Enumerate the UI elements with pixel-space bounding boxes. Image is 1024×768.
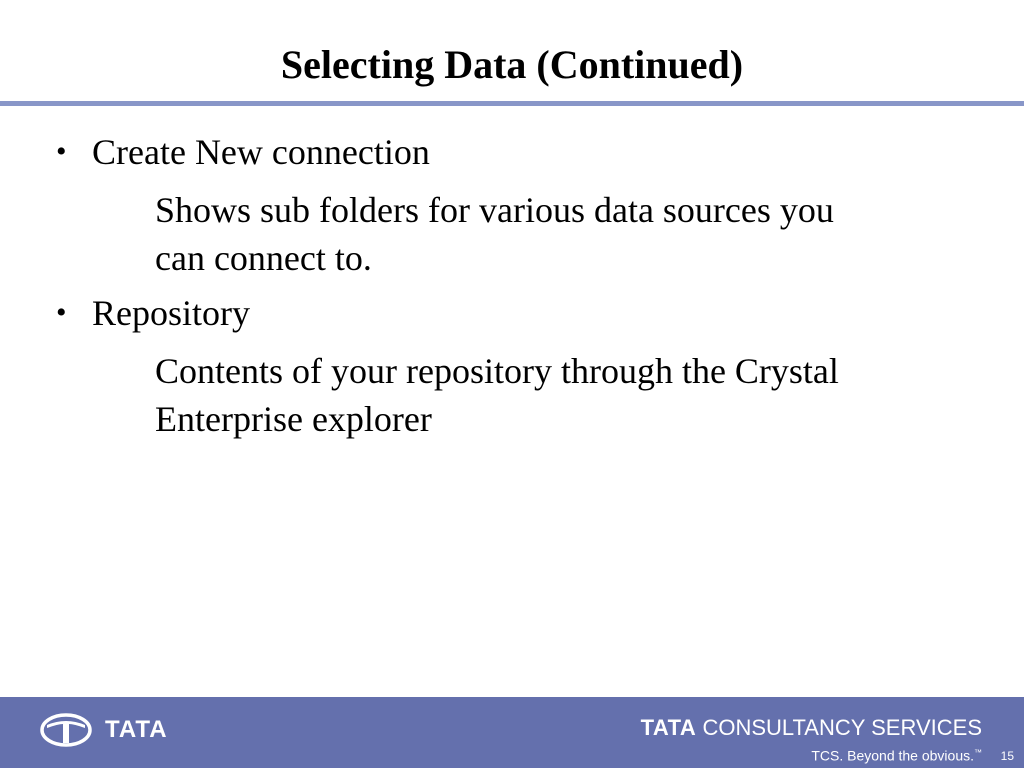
company-tagline [811,745,982,764]
title-divider [0,101,1024,106]
tagline-text: TCS. Beyond the obvious. [811,747,974,764]
bullet-symbol: • [56,135,67,168]
company-name [641,715,982,741]
page-number: 15 [1000,749,1014,763]
bullet-subtext [155,347,935,443]
tata-wordmark: TATA [105,716,168,743]
subtext-line: Enterprise explorer [155,399,432,439]
subtext-line: Shows sub folders for various data sources you [155,190,834,230]
bullet-symbol: • [56,296,67,329]
subtext-line: can connect to. [155,238,372,278]
bullet-subtext [155,186,935,282]
subtext-line: Contents of your repository through the Crystal [155,351,839,391]
footer-bar [0,697,1024,768]
bullet-text: Create New connection [92,132,430,172]
slide-title: Selecting Data (Continued) [280,42,744,87]
company-name-prefix: TATA [640,715,697,740]
tata-logo-icon [40,713,92,747]
company-name-rest: CONSULTANCY SERVICES [696,715,982,740]
trademark-mark: ™ [974,748,982,757]
bullet-text: Repository [92,293,250,333]
